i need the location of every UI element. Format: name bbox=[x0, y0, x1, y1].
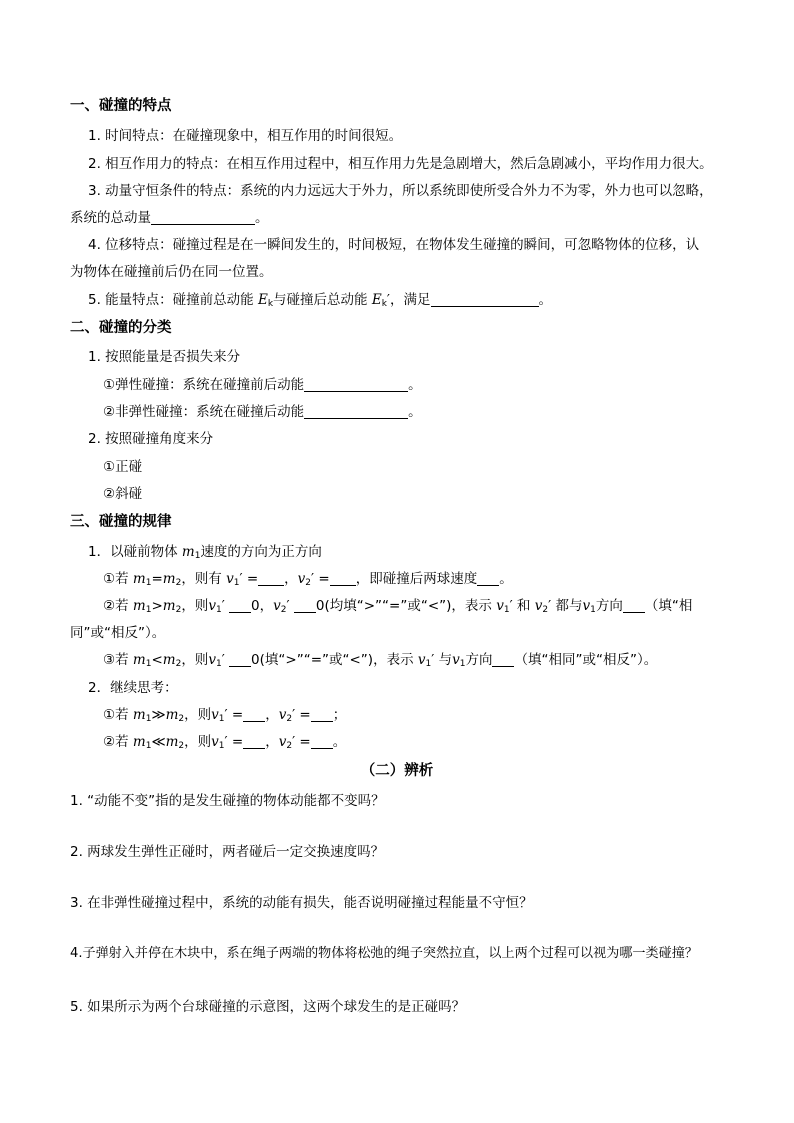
s3-think-1: ①若 $m_1≫m_2$，则$v_1'$ = ，$v_2'$ = ； bbox=[103, 707, 347, 724]
s1-line-3a: 3. 动量守恒条件的特点：系统的内力远远大于外力，所以系统即使所受合外力不为零，外力也可以忽略， bbox=[88, 183, 713, 199]
section-4-title: （二）辨析 bbox=[360, 763, 434, 779]
question-5: 5. 如果所示为两个台球碰撞的示意图，这两个球发生的是正碰吗？ bbox=[70, 999, 466, 1015]
s1-line-1: 1. 时间特点：在碰撞现象中，相互作用的时间很短。 bbox=[88, 128, 403, 144]
s1-line-5: 5. 能量特点：碰撞前总动能 $E_k$与碰撞后总动能 $E_k'$，满足 。 bbox=[88, 292, 552, 309]
section-2-title: 二、碰撞的分类 bbox=[70, 320, 172, 336]
answer-blank[interactable] bbox=[229, 651, 251, 667]
s2-item-a: 1. 按照能量是否损失来分 bbox=[88, 349, 241, 365]
answer-blank[interactable] bbox=[311, 733, 333, 749]
s2-item-b: 2. 按照碰撞角度来分 bbox=[88, 431, 214, 447]
answer-blank[interactable] bbox=[243, 706, 265, 722]
question-2: 2. 两球发生弹性正碰时，两者碰后一定交换速度吗？ bbox=[70, 844, 385, 860]
question-1: 1. “动能不变”指的是发生碰撞的物体动能都不变吗？ bbox=[70, 793, 385, 809]
answer-blank[interactable] bbox=[258, 570, 284, 586]
s3-rule-1: ①若 $m_1=m_2$，则有 $v_1'$ = ，$v_2'$ = ，即碰撞后两球速度 。 bbox=[103, 571, 513, 588]
s3-rule-3: ③若 $m_1<m_2$，则$v_1'$ 0(填“>”“=”或“<”)，表示 $v_1'$ 与$v_1$方向 （填“相同”或“相反”）。 bbox=[103, 652, 658, 669]
answer-blank[interactable] bbox=[477, 570, 499, 586]
answer-blank[interactable] bbox=[311, 706, 333, 722]
answer-blank[interactable] bbox=[151, 209, 255, 225]
answer-blank[interactable] bbox=[492, 651, 514, 667]
s3-rule-2: ②若 $m_1>m_2$，则$v_1'$ 0，$v_2'$ 0(均填“>”“=”或“<”)，表示 $v_1'$ 和 $v_2'$ 都与$v_1$方向 （填“相 bbox=[103, 598, 693, 615]
answer-blank[interactable] bbox=[623, 597, 645, 613]
s1-line-2: 2. 相互作用力的特点：在相互作用过程中，相互作用力先是急剧增大，然后急剧减小，平均作用力很大。 bbox=[88, 156, 713, 172]
s3-rule-2b: 同”或“相反”）。 bbox=[70, 625, 166, 641]
s1-line-3b: 系统的总动量 。 bbox=[70, 210, 269, 226]
s2-item-b2: ②斜碰 bbox=[103, 486, 143, 502]
s1-line-4a: 4. 位移特点：碰撞过程是在一瞬间发生的，时间极短，在物体发生碰撞的瞬间，可忽略物体的位移，认 bbox=[88, 237, 700, 253]
answer-blank[interactable] bbox=[294, 597, 316, 613]
answer-blank[interactable] bbox=[304, 376, 408, 392]
answer-blank[interactable] bbox=[431, 291, 539, 307]
answer-blank[interactable] bbox=[229, 597, 251, 613]
question-4: 4.子弹射入并停在木块中，系在绳子两端的物体将松弛的绳子突然拉直，以上两个过程可以视为哪一类碰撞？ bbox=[70, 946, 698, 961]
s2-item-b1: ①正碰 bbox=[103, 459, 143, 475]
answer-blank[interactable] bbox=[304, 403, 408, 419]
s2-item-a1: ①弹性碰撞：系统在碰撞前后动能 。 bbox=[103, 377, 422, 393]
s2-item-a2: ②非弹性碰撞：系统在碰撞后动能 。 bbox=[103, 404, 422, 420]
s3-line-2: 2．继续思考： bbox=[88, 680, 178, 696]
section-3-title: 三、碰撞的规律 bbox=[70, 514, 172, 530]
section-1-title: 一、碰撞的特点 bbox=[70, 98, 172, 114]
s3-line-1: 1．以碰前物体 $m_1$速度的方向为正方向 bbox=[88, 544, 322, 561]
question-3: 3. 在非弹性碰撞过程中，系统的动能有损失，能否说明碰撞过程能量不守恒？ bbox=[70, 895, 533, 911]
s3-think-2: ②若 $m_1≪m_2$，则$v_1'$ = ，$v_2'$ = 。 bbox=[103, 734, 347, 751]
answer-blank[interactable] bbox=[243, 733, 265, 749]
s1-line-4b: 为物体在碰撞前后仍在同一位置。 bbox=[70, 264, 273, 280]
answer-blank[interactable] bbox=[330, 570, 356, 586]
